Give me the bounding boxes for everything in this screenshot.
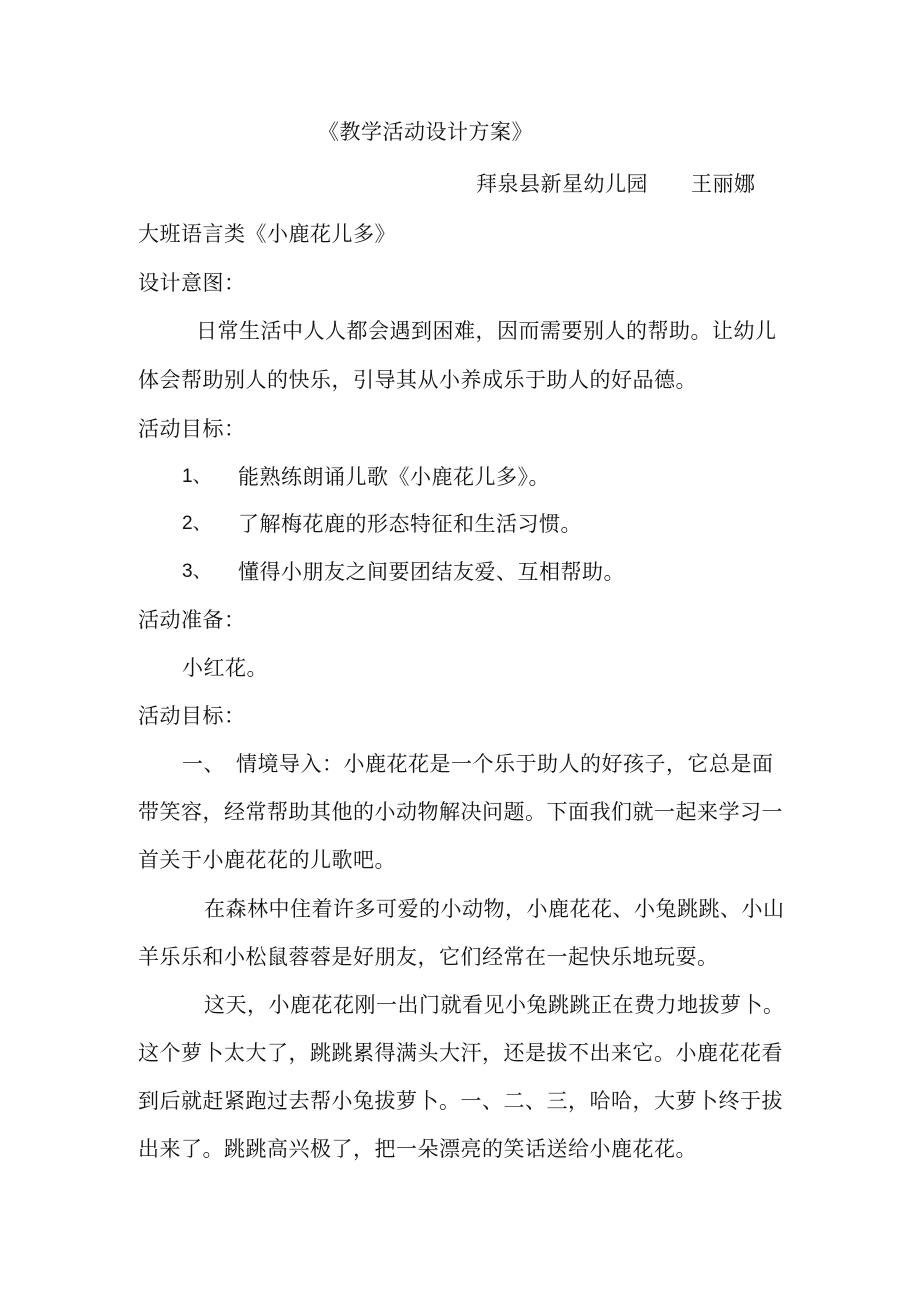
step1-line-2: 带笑容，经常帮助其他的小动物解决问题。下面我们就一起来学习一 — [138, 800, 783, 824]
design-intent-line-2: 体会帮助别人的快乐，引导其从小养成乐于助人的好品德。 — [138, 368, 697, 392]
story-para2-line-2: 这个萝卜太大了，跳跳累得满头大汗，还是拔不出来它。小鹿花花看 — [138, 1041, 783, 1065]
process-heading: 活动目标： — [138, 704, 246, 728]
document-title: 《教学活动设计方案》 — [318, 120, 533, 144]
story-para2-line-1: 这天，小鹿花花刚一出门就看见小兔跳跳正在费力地拔萝卜。 — [204, 993, 785, 1017]
story-para1-line-1: 在森林中住着许多可爱的小动物，小鹿花花、小兔跳跳、小山 — [204, 897, 785, 921]
goal-item-2: 了解梅花鹿的形态特征和生活习惯。 — [238, 512, 582, 536]
step1-line-3: 首关于小鹿花花的儿歌吧。 — [138, 848, 396, 872]
story-para2-line-4: 出来了。跳跳高兴极了，把一朵漂亮的笑话送给小鹿花花。 — [138, 1137, 697, 1161]
lesson-title: 大班语言类《小鹿花儿多》 — [138, 222, 396, 246]
story-para1-line-2: 羊乐乐和小松鼠蓉蓉是好朋友，它们经常在一起快乐地玩耍。 — [138, 945, 719, 969]
goal-item-3: 懂得小朋友之间要团结友爱、互相帮助。 — [238, 560, 625, 584]
goal-number-1: 1、 — [182, 466, 212, 487]
step1-line-1: 情境导入：小鹿花花是一个乐于助人的好孩子，它总是面 — [236, 752, 774, 776]
design-intent-heading: 设计意图： — [138, 271, 246, 295]
goal-item-1: 能熟练朗诵儿歌《小鹿花儿多》。 — [238, 465, 550, 489]
preparation-heading: 活动准备： — [138, 608, 246, 632]
preparation-text: 小红花。 — [182, 656, 268, 680]
author-line: 拜泉县新星幼儿园 王丽娜 — [476, 172, 756, 196]
design-intent-line-1: 日常生活中人人都会遇到困难，因而需要别人的帮助。让幼儿 — [196, 319, 777, 343]
step1-number: 一、 — [182, 752, 225, 776]
goal-number-2: 2、 — [182, 513, 212, 534]
goals-heading: 活动目标： — [138, 417, 246, 441]
goal-number-3: 3、 — [182, 561, 212, 582]
story-para2-line-3: 到后就赶紧跑过去帮小兔拔萝卜。一、二、三，哈哈，大萝卜终于拔 — [138, 1089, 783, 1113]
